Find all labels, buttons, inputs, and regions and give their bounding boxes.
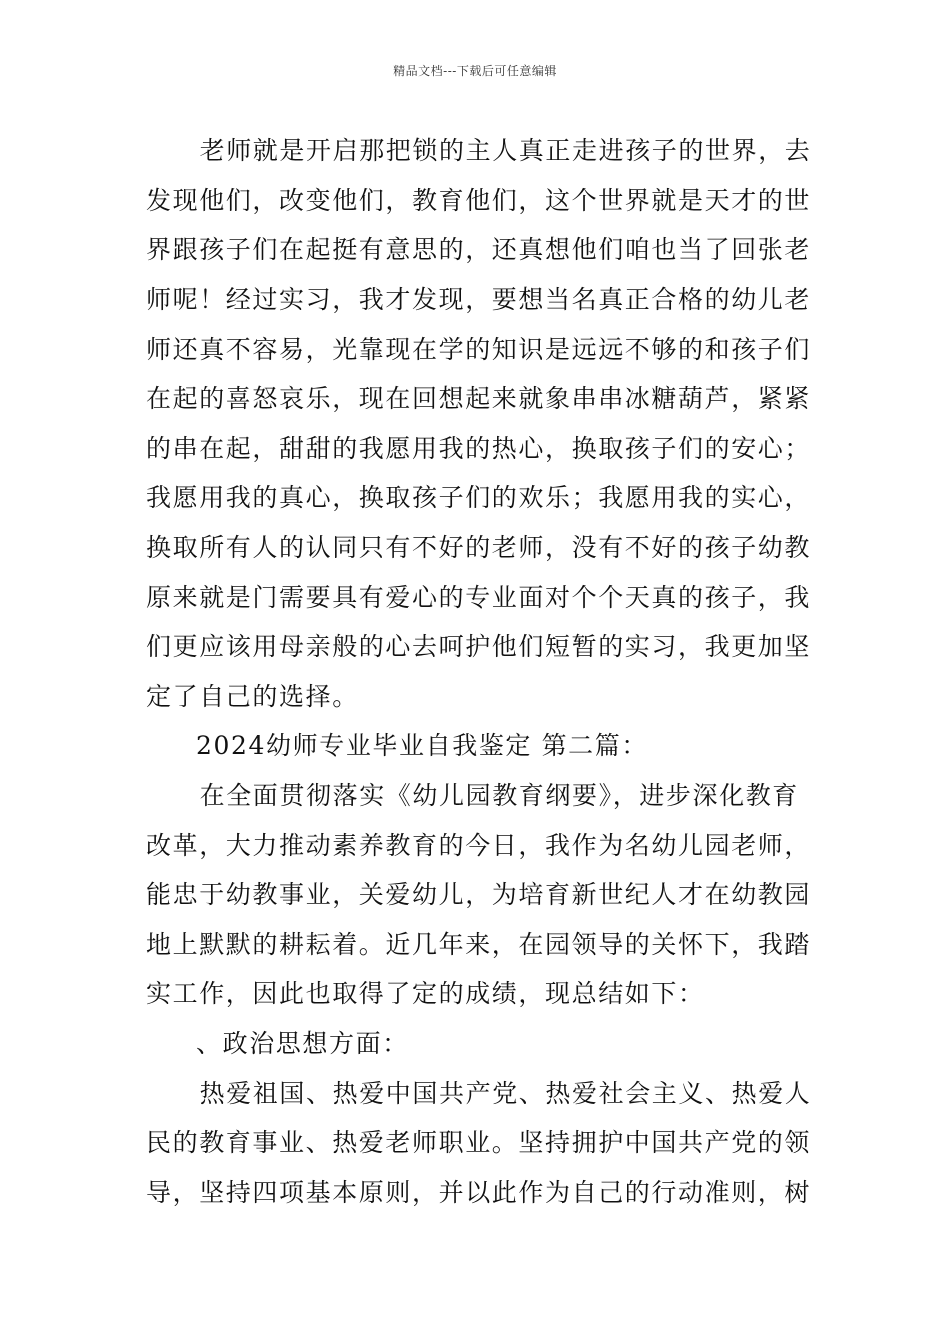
paragraph-line: 老师就是开启那把锁的主人真正走进孩子的世界，去 <box>173 136 812 165</box>
paragraph-line: 换取所有人的认同只有不好的老师，没有不好的孩子幼教 <box>146 533 812 562</box>
paragraph-line: 民的教育事业、热爱老师职业。坚持拥护中国共产党的领 <box>146 1128 812 1157</box>
paragraph-line: 的串在起，甜甜的我愿用我的热心，换取孩子们的安心； <box>146 434 812 463</box>
paragraph-line: 们更应该用母亲般的心去呵护他们短暂的实习，我更加坚 <box>146 632 812 661</box>
paragraph-line: 我愿用我的真心，换取孩子们的欢乐；我愿用我的实心， <box>146 483 812 512</box>
page-header: 精品文档---下载后可任意编辑 <box>393 64 557 78</box>
paragraph-line: 在起的喜怒哀乐，现在回想起来就象串串冰糖葫芦，紧紧 <box>146 384 812 413</box>
paragraph-line: 能忠于幼教事业，关爱幼儿，为培育新世纪人才在幼教园 <box>146 880 812 909</box>
paragraph-line: 界跟孩子们在起挺有意思的，还真想他们咱也当了回张老 <box>146 235 812 264</box>
paragraph-line: 定了自己的选择。 <box>146 682 359 711</box>
paragraph-line: 地上默默的耕耘着。近几年来，在园领导的关怀下，我踏 <box>146 930 812 959</box>
paragraph-line: 在全面贯彻落实《幼儿园教育纲要》，进步深化教育 <box>173 781 799 810</box>
paragraph-line: 改革，大力推动素养教育的今日，我作为名幼儿园老师， <box>146 831 812 860</box>
paragraph-line: 师呢！经过实习，我才发现，要想当名真正合格的幼儿老 <box>146 285 812 314</box>
paragraph-line: 热爱祖国、热爱中国共产党、热爱社会主义、热爱人 <box>173 1079 812 1108</box>
paragraph-line: 师还真不容易，光靠现在学的知识是远远不够的和孩子们 <box>146 335 812 364</box>
paragraph-line: 原来就是门需要具有爱心的专业面对个个天真的孩子，我 <box>146 583 812 612</box>
subsection-heading: 、政治思想方面： <box>196 1029 409 1058</box>
paragraph-line: 导，坚持四项基本原则，并以此作为自己的行动准则，树 <box>146 1178 812 1207</box>
paragraph-line: 实工作，因此也取得了定的成绩，现总结如下： <box>146 979 705 1008</box>
paragraph-line: 发现他们，改变他们，教育他们，这个世界就是天才的世 <box>146 186 812 215</box>
section-heading: 2024幼师专业毕业自我鉴定 第二篇： <box>196 731 648 760</box>
